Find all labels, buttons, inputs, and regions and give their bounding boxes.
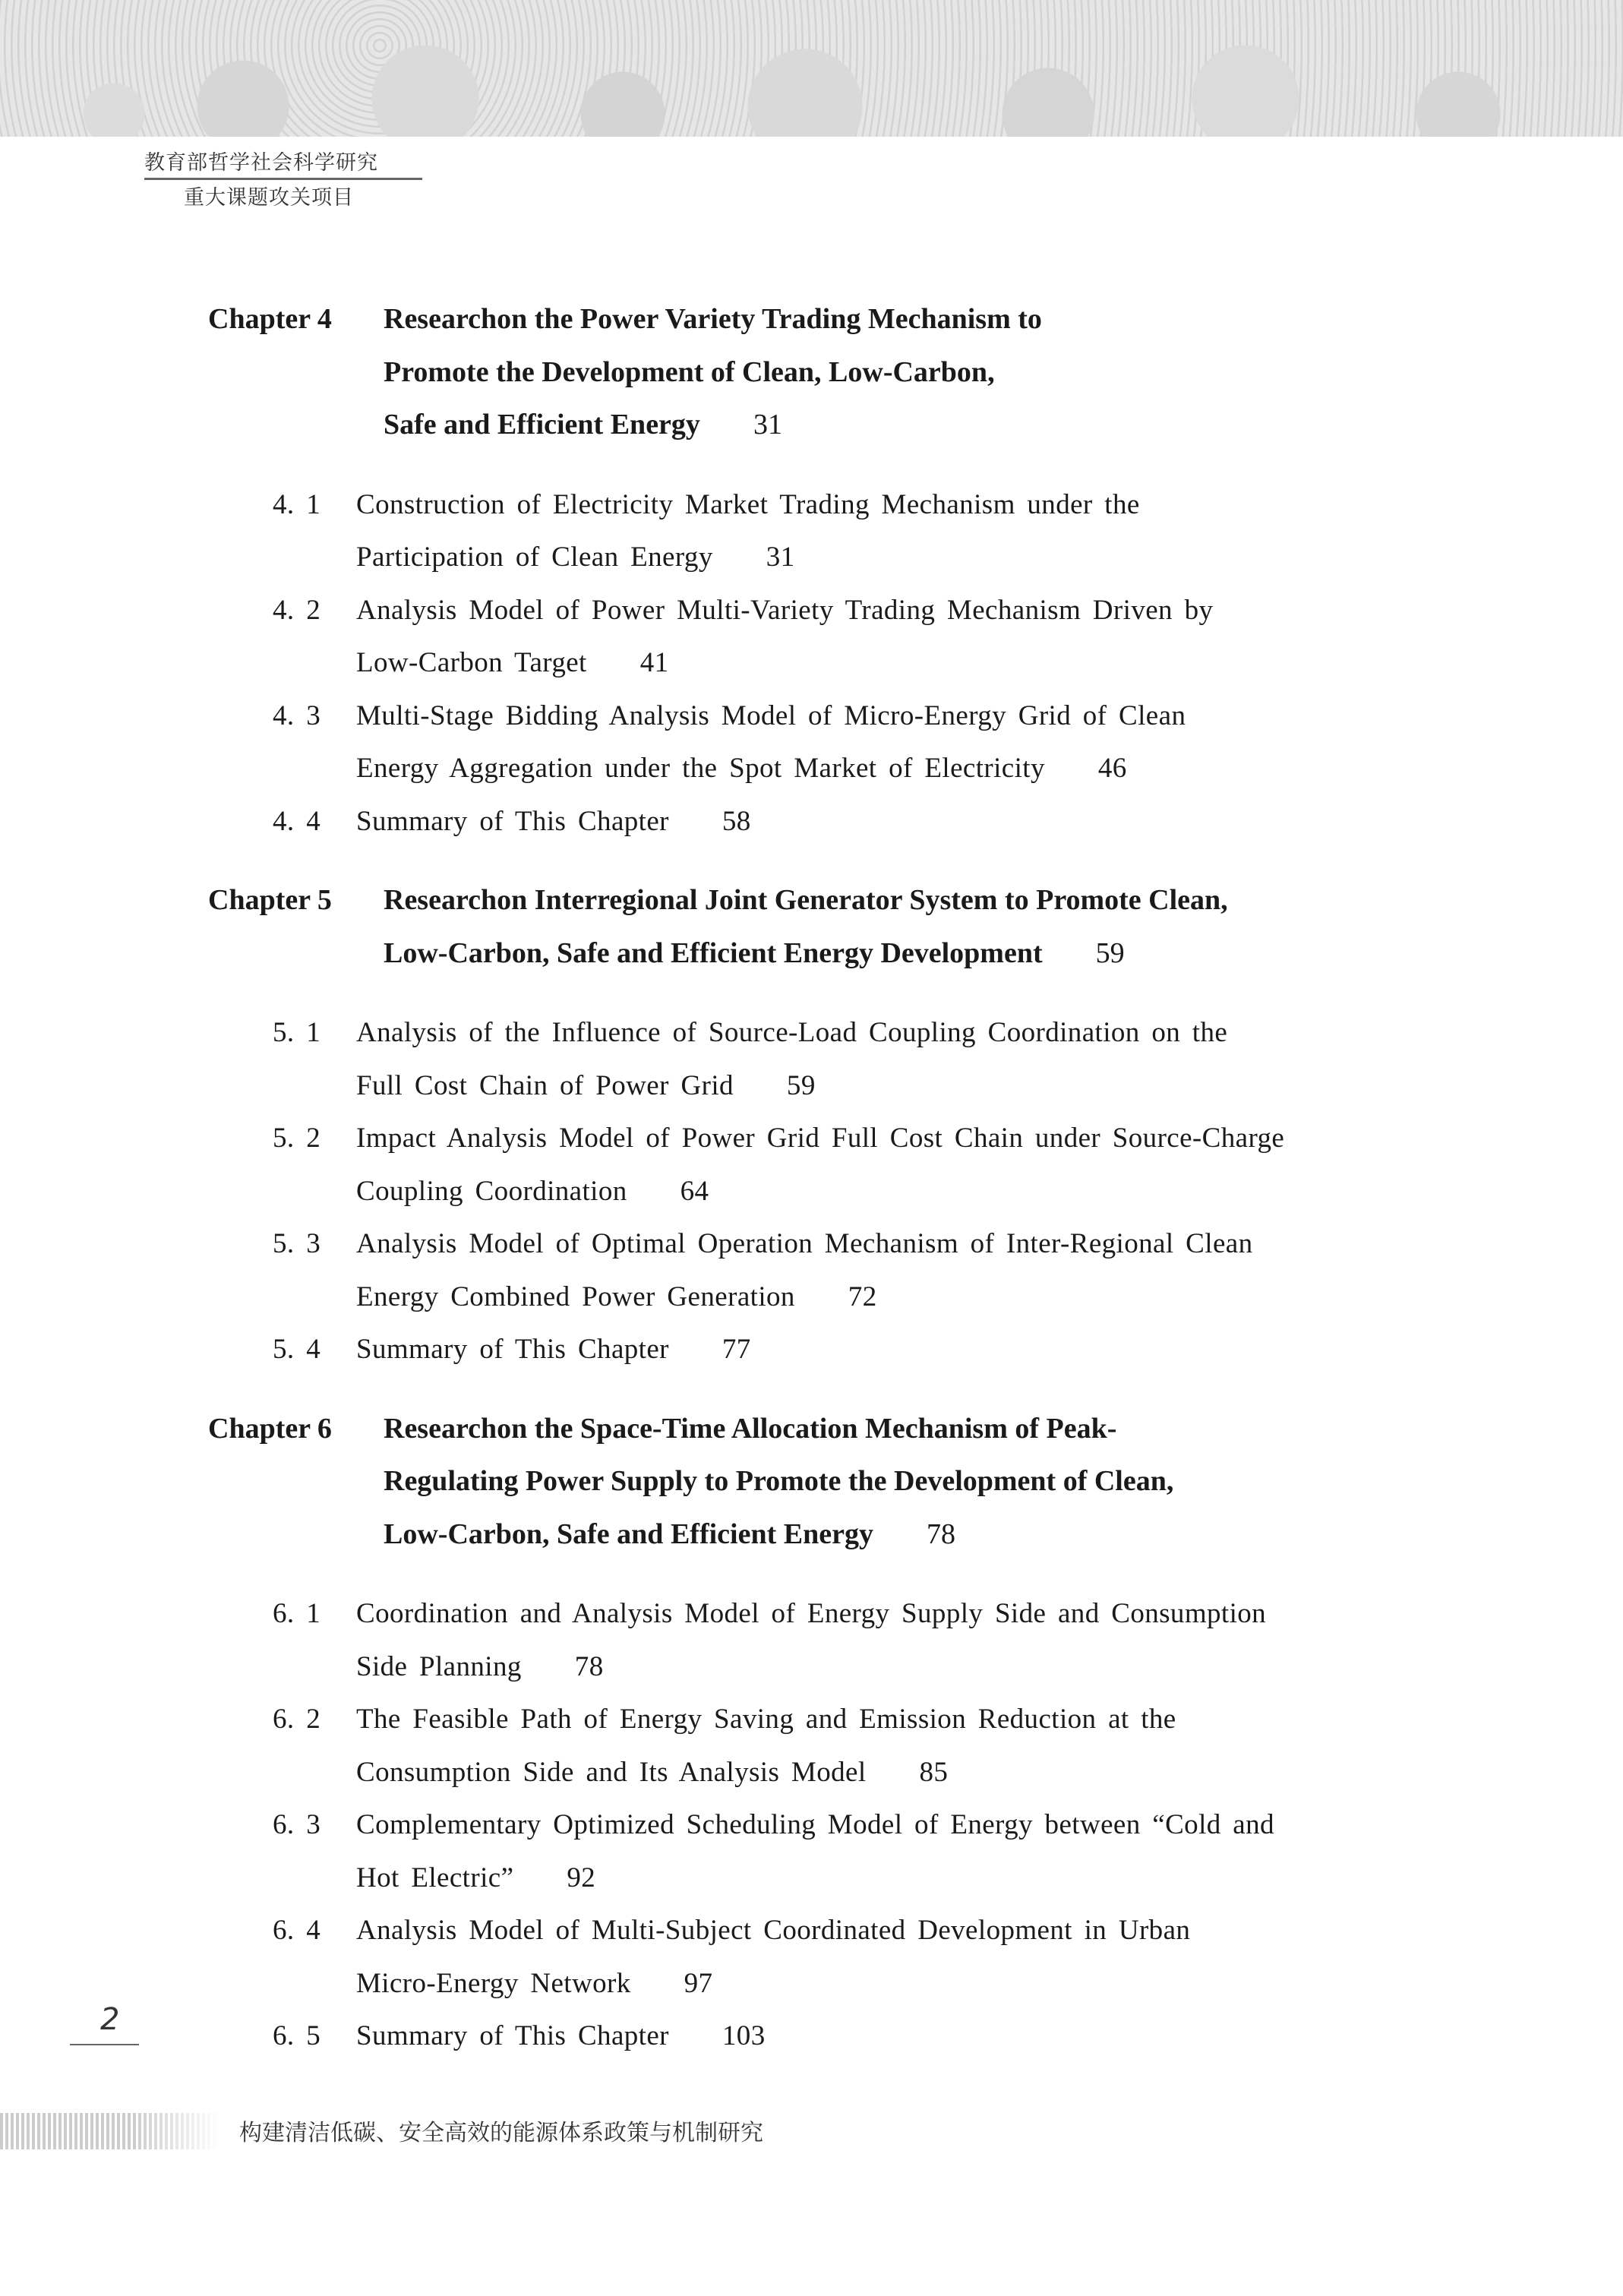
section-number: 4. 1 (273, 488, 321, 520)
page-number: 2 (100, 2002, 120, 2037)
section-page-number: 41 (639, 647, 669, 678)
section-line (0, 1799, 1623, 1852)
chapter-title-text (384, 346, 995, 400)
book-title-footer: 构建清洁低碳、安全高效的能源体系政策与机制研究 (239, 2120, 763, 2146)
section-entry[interactable] (0, 1904, 1623, 2010)
chapter-title: Promote the Development of Clean, Low-Carbon, (384, 355, 995, 388)
section-number: 6. 5 (273, 2020, 321, 2051)
section-title: The Feasible Path of Energy Saving and Emission Reduction at the (356, 1704, 1176, 1735)
chapter-title-text (384, 874, 1228, 927)
section-page-number: 77 (722, 1334, 751, 1365)
section-page-number: 58 (722, 805, 751, 837)
chapter-title-text (384, 293, 1042, 346)
chapter-label: Chapter 4 (208, 303, 332, 335)
chapter-title: Researchon the Space-Time Allocation Mechanism of Peak- (384, 1412, 1117, 1445)
section-line (0, 795, 1623, 848)
section-title: Analysis Model of Power Multi-Variety Trading Mechanism Driven by (356, 594, 1214, 626)
section-title: Analysis of the Influence of Source-Load Coupling Coordination on the (356, 1017, 1228, 1048)
section-text (356, 1323, 751, 1376)
chapter-title-line (0, 1403, 1623, 1456)
section-title: Hot Electric” (356, 1862, 514, 1893)
footer-dot-pattern (0, 2113, 220, 2149)
section-entry[interactable] (0, 1112, 1623, 1217)
chapter-title-line (0, 1508, 1623, 1562)
section-title: Complementary Optimized Scheduling Model of Energy between “Cold and (356, 1809, 1274, 1840)
chapter-entry[interactable] (0, 1403, 1623, 1562)
section-title: Energy Combined Power Generation (356, 1281, 795, 1312)
section-page-number: 92 (567, 1862, 596, 1893)
section-title: Construction of Electricity Market Trading Mechanism under the (356, 488, 1140, 520)
section-title: Multi-Stage Bidding Analysis Model of Micro-Energy Grid of Clean (356, 700, 1186, 731)
section-title: Impact Analysis Model of Power Grid Full Cost Chain under Source-Charge (356, 1123, 1285, 1154)
section-entry[interactable] (0, 584, 1623, 690)
section-text (356, 1904, 1190, 1957)
section-text (356, 1957, 712, 2010)
section-text (356, 690, 1186, 743)
section-number: 5. 4 (273, 1334, 321, 1365)
section-line (0, 531, 1623, 584)
section-number: 5. 1 (273, 1017, 321, 1048)
section-title: Coordination and Analysis Model of Energy Supply Side and Consumption (356, 1598, 1267, 1629)
chapter-title-line (0, 293, 1623, 346)
chapter-title: Researchon Interregional Joint Generator System to Promote Clean, (384, 884, 1228, 916)
section-line (0, 636, 1623, 690)
section-text (356, 531, 795, 584)
section-line (0, 1852, 1623, 1905)
header-cloud-banner (0, 0, 1623, 137)
section-entry[interactable] (0, 1587, 1623, 1693)
section-line (0, 1165, 1623, 1218)
section-title: Consumption Side and Its Analysis Model (356, 1756, 867, 1788)
section-line (0, 478, 1623, 532)
section-title: Summary of This Chapter (356, 2020, 669, 2051)
section-list (0, 478, 1623, 848)
section-number: 6. 3 (273, 1809, 321, 1840)
section-entry[interactable] (0, 1693, 1623, 1799)
section-number: 5. 3 (273, 1228, 321, 1259)
section-entry[interactable] (0, 1799, 1623, 1904)
section-number: 6. 2 (273, 1704, 321, 1735)
chapter-title: Researchon the Power Variety Trading Mechanism to (384, 303, 1042, 335)
section-title: Energy Aggregation under the Spot Market of Electricity (356, 753, 1045, 784)
section-line (0, 1271, 1623, 1324)
section-title: Micro-Energy Network (356, 1967, 631, 1999)
section-number: 5. 2 (273, 1123, 321, 1154)
section-text (356, 636, 669, 690)
chapter-label: Chapter 6 (208, 1412, 332, 1445)
section-line (0, 1904, 1623, 1957)
section-title: Coupling Coordination (356, 1175, 627, 1207)
section-number: 6. 4 (273, 1915, 321, 1946)
table-of-contents (0, 293, 1623, 2089)
section-page-number: 97 (684, 1967, 713, 1999)
section-page-number: 31 (766, 542, 795, 573)
section-text (356, 795, 751, 848)
section-page-number: 59 (786, 1069, 816, 1101)
section-title: Analysis Model of Multi-Subject Coordinated Development in Urban (356, 1915, 1191, 1946)
section-number: 6. 1 (273, 1598, 321, 1629)
section-page-number: 46 (1097, 753, 1127, 784)
section-title: Side Planning (356, 1650, 522, 1682)
section-title: Full Cost Chain of Power Grid (356, 1069, 734, 1101)
section-line (0, 690, 1623, 743)
section-page-number: 72 (848, 1281, 877, 1312)
chapter-title: Regulating Power Supply to Promote the Development of Clean, (384, 1465, 1174, 1497)
section-entry[interactable] (0, 478, 1623, 584)
section-line (0, 1060, 1623, 1113)
section-text (356, 1217, 1253, 1271)
section-line (0, 1746, 1623, 1799)
section-text (356, 1799, 1274, 1852)
section-number: 4. 3 (273, 700, 321, 731)
chapter-title-line (0, 927, 1623, 981)
section-list (0, 1006, 1623, 1376)
chapter-page-number: 31 (753, 409, 782, 441)
page-number-underline (70, 2044, 139, 2045)
chapter-title-text (384, 1455, 1173, 1508)
section-text (356, 1006, 1227, 1060)
section-line (0, 1323, 1623, 1376)
chapter-title-line (0, 1455, 1623, 1508)
section-line (0, 1641, 1623, 1694)
section-line (0, 1693, 1623, 1746)
series-subtitle: 重大课题攻关项目 (184, 186, 354, 210)
section-page-number: 64 (680, 1175, 709, 1207)
chapter-page-number: 78 (926, 1518, 955, 1550)
section-text (356, 1112, 1284, 1165)
section-text (356, 478, 1140, 532)
chapter-title-text (384, 1508, 955, 1562)
section-line (0, 584, 1623, 637)
section-page-number: 103 (722, 2020, 766, 2051)
chapter-entry[interactable] (0, 874, 1623, 980)
section-line (0, 1957, 1623, 2010)
section-text (356, 1165, 709, 1218)
section-text (356, 1852, 595, 1905)
section-text (356, 1693, 1176, 1746)
section-line (0, 2010, 1623, 2063)
section-entry[interactable] (0, 2010, 1623, 2063)
chapter-title: Safe and Efficient Energy (384, 409, 700, 441)
chapter-title-text (384, 927, 1125, 981)
section-line (0, 1217, 1623, 1271)
section-title: Low-Carbon Target (356, 647, 587, 678)
section-entry[interactable] (0, 795, 1623, 848)
chapter-title-text (384, 1403, 1116, 1456)
section-text (356, 1060, 816, 1113)
section-text (356, 1746, 948, 1799)
chapter-title: Low-Carbon, Safe and Efficient Energy (384, 1518, 873, 1550)
chapter-label: Chapter 5 (208, 884, 332, 916)
section-page-number: 78 (574, 1650, 604, 1682)
section-title: Summary of This Chapter (356, 805, 669, 837)
chapter-page-number: 59 (1095, 936, 1125, 969)
chapter-title-text (384, 399, 782, 452)
section-number: 4. 2 (273, 594, 321, 626)
chapter-title: Low-Carbon, Safe and Efficient Energy Development (384, 936, 1043, 969)
section-text (356, 1641, 604, 1694)
header-divider (144, 178, 422, 180)
section-line (0, 1587, 1623, 1641)
section-text (356, 584, 1213, 637)
chapter-entry[interactable] (0, 293, 1623, 452)
section-entry[interactable] (0, 1323, 1623, 1376)
chapter-title-line (0, 874, 1623, 927)
section-text (356, 1587, 1266, 1641)
chapter-title-line (0, 346, 1623, 400)
section-text (356, 1271, 877, 1324)
section-page-number: 85 (919, 1756, 949, 1788)
section-number: 4. 4 (273, 805, 321, 837)
section-text (356, 2010, 766, 2063)
chapter-title-line (0, 399, 1623, 452)
section-line (0, 1006, 1623, 1060)
section-title: Summary of This Chapter (356, 1334, 669, 1365)
section-title: Analysis Model of Optimal Operation Mechanism of Inter-Regional Clean (356, 1228, 1253, 1259)
section-entry[interactable] (0, 690, 1623, 795)
section-entry[interactable] (0, 1006, 1623, 1112)
series-title: 教育部哲学社会科学研究 (144, 151, 378, 175)
section-line (0, 1112, 1623, 1165)
section-line (0, 742, 1623, 795)
section-entry[interactable] (0, 1217, 1623, 1323)
section-list (0, 1587, 1623, 2063)
section-title: Participation of Clean Energy (356, 542, 713, 573)
section-text (356, 742, 1127, 795)
